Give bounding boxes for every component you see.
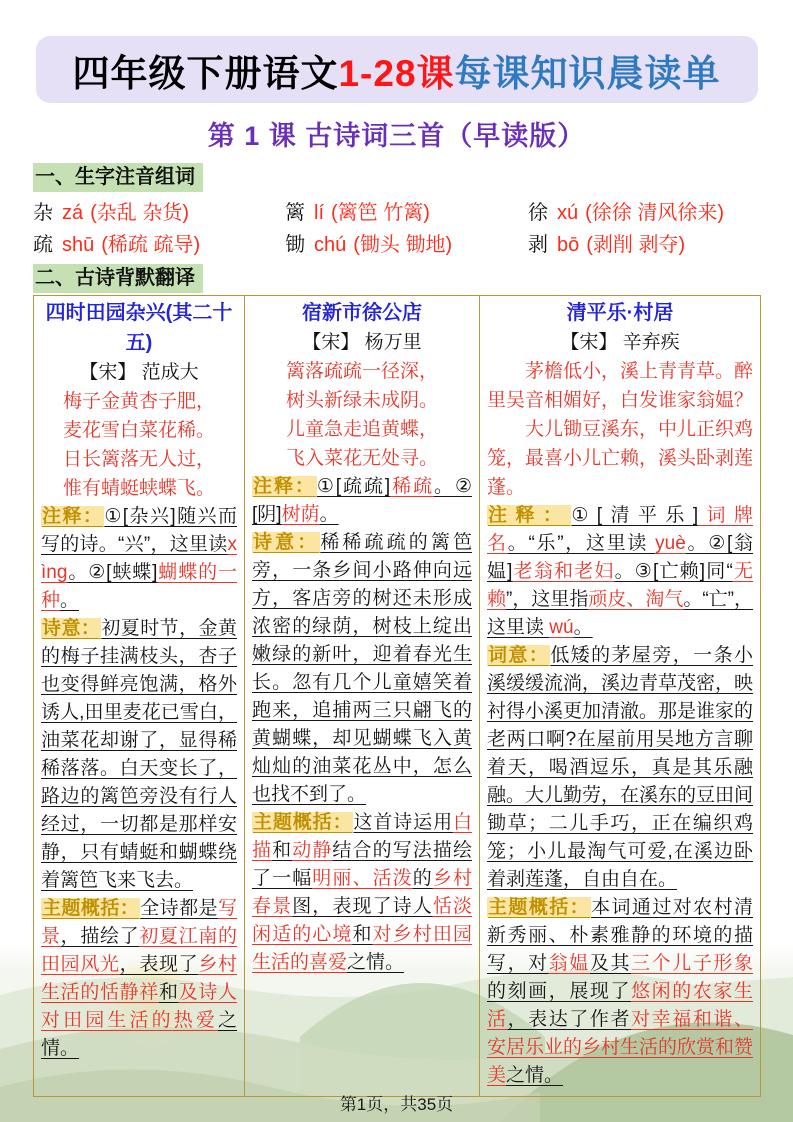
annotation-segment: 翁媪: [548, 953, 590, 974]
annotation-segment: ”，这里指: [506, 589, 589, 610]
annotation-paragraph: [487, 502, 753, 642]
footer-page-number: 第1页，共35页: [339, 1095, 454, 1114]
word-character: 篱: [285, 202, 305, 224]
annotation-segment: 无赖: [487, 561, 753, 610]
annotation-segment: 动静: [292, 840, 333, 861]
annotation-segment: 和: [158, 982, 179, 1003]
annotation-segment: 之情。: [347, 952, 405, 973]
poem-title: 宿新市徐公店: [302, 302, 422, 324]
word-entry: [285, 197, 528, 229]
word-entry: [528, 197, 761, 229]
annotation-label: 注释：: [253, 476, 316, 497]
annotation-segment: 和: [352, 924, 373, 945]
annotation-segment: 明丽、活泼: [312, 868, 413, 889]
poem-column: [34, 296, 245, 1096]
annotation-segment: ，表现了: [119, 954, 199, 975]
annotation-segment: 。: [60, 590, 80, 611]
annotation-segment: 蝴蝶的一种: [41, 562, 237, 611]
word-character: 徐: [528, 202, 548, 224]
page-content: [33, 163, 761, 1097]
word-pinyin: shū: [62, 234, 95, 256]
annotation-segment: 乡村春景: [252, 868, 472, 917]
annotation-label: 诗意：: [42, 618, 101, 639]
annotation-segment: ，描绘了: [60, 926, 140, 947]
annotation-segment: 本词通过对农村清新秀丽、朴素雅静的环境的描写，对: [487, 897, 753, 974]
annotation-segment: 对乡村田园生活的喜爱: [252, 924, 472, 973]
annotation-segment: 对幸福和谐、安居乐业的乡村生活的欣赏和赞美: [487, 1009, 754, 1086]
poem-title: 清平乐·村居: [566, 302, 674, 324]
annotation-segment: 。②[蛱蝶]: [67, 562, 158, 583]
title-part-black: 四年级下册语文: [72, 52, 339, 94]
annotation-label: 诗意：: [253, 532, 320, 553]
annotation-segment: 初夏时节，金黄的梅子挂满枝头，杏子也变得鲜亮饱满，格外诱人,田里麦花已雪白，油菜花却谢了，显得稀稀落落。白天变长了，路边的篱笆旁没有行人经过，一切都是那样安静，只有蜻蜓和蝴蝶绕着篱笆飞来飞去。: [41, 618, 237, 891]
poem-line: 篱落疏疏一径深，: [285, 361, 438, 382]
annotation-segment: 及其: [589, 953, 632, 974]
annotation-paragraph: [487, 894, 753, 1090]
section1-heading: 一、生字注音组词: [33, 163, 203, 192]
annotation-segment: 。②[阴]: [252, 476, 472, 525]
poem-paragraph: 茅檐低小，溪上青青草。醉里吴音相媚好，白发谁家翁媪？: [487, 361, 754, 411]
poems-table: [33, 295, 761, 1097]
word-entry: [285, 229, 528, 261]
annotation-segment: 。②[翁媪]: [487, 533, 754, 582]
annotation-segment: 之情。: [506, 1065, 564, 1086]
word-group: (稀疏 疏导): [101, 234, 201, 256]
annotation-segment: 树荫: [281, 504, 320, 525]
annotation-segment: 。“乐”，这里读: [507, 533, 656, 554]
annotation-segment: 词牌名: [487, 505, 753, 554]
annotation-segment: 。③[亡赖]同“: [614, 561, 733, 582]
word-group: (杂乱 杂货): [90, 202, 190, 224]
annotation-segment: 之情。: [41, 1010, 237, 1059]
poem-author: 【宋】 范成大: [79, 362, 199, 383]
word-pinyin: bō: [557, 234, 580, 256]
annotation-segment: yuè: [655, 533, 686, 554]
word-group: (锄头 锄地): [353, 234, 453, 256]
annotation-segment: 白描: [252, 812, 472, 861]
poem-title: 四时田园杂兴(其二十五): [45, 302, 233, 354]
annotation-segment: 顽皮、淘气: [588, 589, 684, 610]
annotation-label: 注释：: [488, 505, 571, 526]
word-pinyin: zá: [62, 202, 84, 224]
annotation-segment: 低矮的茅屋旁，一条小溪缓缓流淌，溪边青草茂密，映衬得小溪更加清澈。那是谁家的老两口啊?在屋前用吴地方言聊着天，喝酒逗乐，真是其乐融融。大儿勤劳，在溪东的豆田间锄草；二儿手巧，正在编织鸡笼；小儿最淘气可爱,在溪边卧着剥莲蓬，自由自在。: [487, 645, 754, 890]
annotation-label: 词意：: [488, 645, 550, 666]
annotation-segment: ，表达了作者: [507, 1009, 632, 1030]
annotation-segment: 结合的写法描绘了一幅: [252, 840, 472, 889]
annotation-segment: 乡村生活的恬静祥: [41, 954, 237, 1003]
word-group: (剥削 剥夺): [586, 234, 686, 256]
annotation-segment: 写景: [41, 898, 237, 947]
word-entry: [528, 229, 761, 261]
annotation-segment: wú: [549, 617, 574, 638]
annotation-label: 主题概括：: [253, 812, 353, 833]
poem-column: [480, 296, 760, 1096]
annotation-segment: 图，表现了诗人: [292, 896, 433, 917]
poem-author: 【宋】 辛弃疾: [560, 332, 680, 353]
poem-line: 树头新绿未成阴。: [285, 390, 438, 411]
annotation-segment: 初夏江南的田园风光: [41, 926, 237, 975]
annotation-label: 主题概括：: [488, 897, 591, 918]
word-character: 疏: [33, 234, 53, 256]
word-entry: [33, 197, 285, 229]
poem-line: 麦花雪白菜花稀。: [62, 420, 215, 441]
annotation-segment: 。: [319, 504, 339, 525]
annotation-segment: 悠闲的农家生活: [487, 981, 753, 1030]
poem-line: 梅子金黄杏子肥，: [62, 391, 215, 412]
annotation-segment: ①[疏疏]: [316, 476, 391, 497]
header-title-box: [36, 36, 758, 103]
annotation-segment: 及诗人对田园生活的热爱: [41, 982, 237, 1031]
poem-line: 儿童急走追黄蝶，: [285, 419, 438, 440]
annotation-segment: 三个儿子形象: [631, 953, 753, 974]
annotation-segment: 和: [272, 840, 293, 861]
annotation-paragraph: [252, 473, 472, 529]
annotation-segment: 老翁和老妇: [512, 561, 615, 582]
annotation-paragraph: [252, 809, 472, 977]
annotation-segment: 。: [573, 617, 593, 638]
annotation-segment: 的刻画，展现了: [487, 981, 632, 1002]
annotation-paragraph: [41, 895, 237, 1063]
annotation-segment: ①[清平乐]: [571, 505, 699, 526]
title-part-blue: 每课知识晨读单: [454, 52, 721, 94]
word-entry: [33, 229, 285, 261]
annotation-segment: 。“亡”，这里读: [487, 589, 754, 638]
annotation-segment: 的: [412, 868, 433, 889]
poem-line: 惟有蜻蜓蛱蝶飞。: [62, 478, 215, 499]
word-character: 锄: [285, 234, 305, 256]
annotation-paragraph: [252, 529, 472, 809]
poem-column: [245, 296, 480, 1096]
annotation-segment: xìng: [41, 534, 237, 583]
poem-author: 【宋】 杨万里: [302, 332, 422, 353]
section2-heading: 二、古诗背默翻译: [33, 264, 203, 293]
annotation-segment: ①[杂兴]随兴而写的诗。“兴”，这里读: [41, 506, 237, 555]
word-pinyin: chú: [314, 234, 347, 256]
annotation-paragraph: [41, 615, 237, 895]
annotation-segment: 全诗都是: [140, 898, 218, 919]
annotation-paragraph: [487, 642, 753, 894]
word-group: (徐徐 清风徐来): [585, 202, 725, 224]
word-character: 剥: [528, 234, 548, 256]
poem-line: 日长篱落无人过，: [62, 449, 215, 470]
title-part-red: 1-28课: [338, 52, 455, 94]
poem-line: 飞入菜花无处寻。: [285, 448, 438, 469]
annotation-label: 注释：: [42, 506, 104, 527]
word-group: (篱笆 竹篱): [331, 202, 430, 224]
annotation-segment: 稀稀疏疏的篱笆旁，一条乡间小路伸向远方，客店旁的树还未形成浓密的绿荫，树枝上绽出嫩绿的新叶，迎着春光生长。忽有几个儿童嬉笑着跑来，追捕两三只翩飞的黄蝴蝶，却见蝴蝶飞入黄灿灿的油菜花丛中，怎么也找不到了。: [252, 532, 472, 805]
word-list: [33, 197, 761, 261]
annotation-segment: 稀疏: [390, 476, 435, 497]
word-pinyin: xú: [557, 202, 579, 224]
annotation-label: 主题概括：: [42, 898, 140, 919]
poem-paragraph: 大儿锄豆溪东，中儿正织鸡笼，最喜小儿亡赖，溪头卧剥莲蓬。: [487, 419, 754, 498]
lesson-subtitle: 第 1 课 古诗词三首（早读版）: [207, 121, 586, 151]
annotation-segment: 恬淡闲适的心境: [252, 896, 472, 945]
word-pinyin: lí: [314, 202, 324, 224]
annotation-paragraph: [41, 503, 237, 615]
annotation-segment: 这首诗运用: [353, 812, 453, 833]
word-character: 杂: [33, 202, 53, 224]
